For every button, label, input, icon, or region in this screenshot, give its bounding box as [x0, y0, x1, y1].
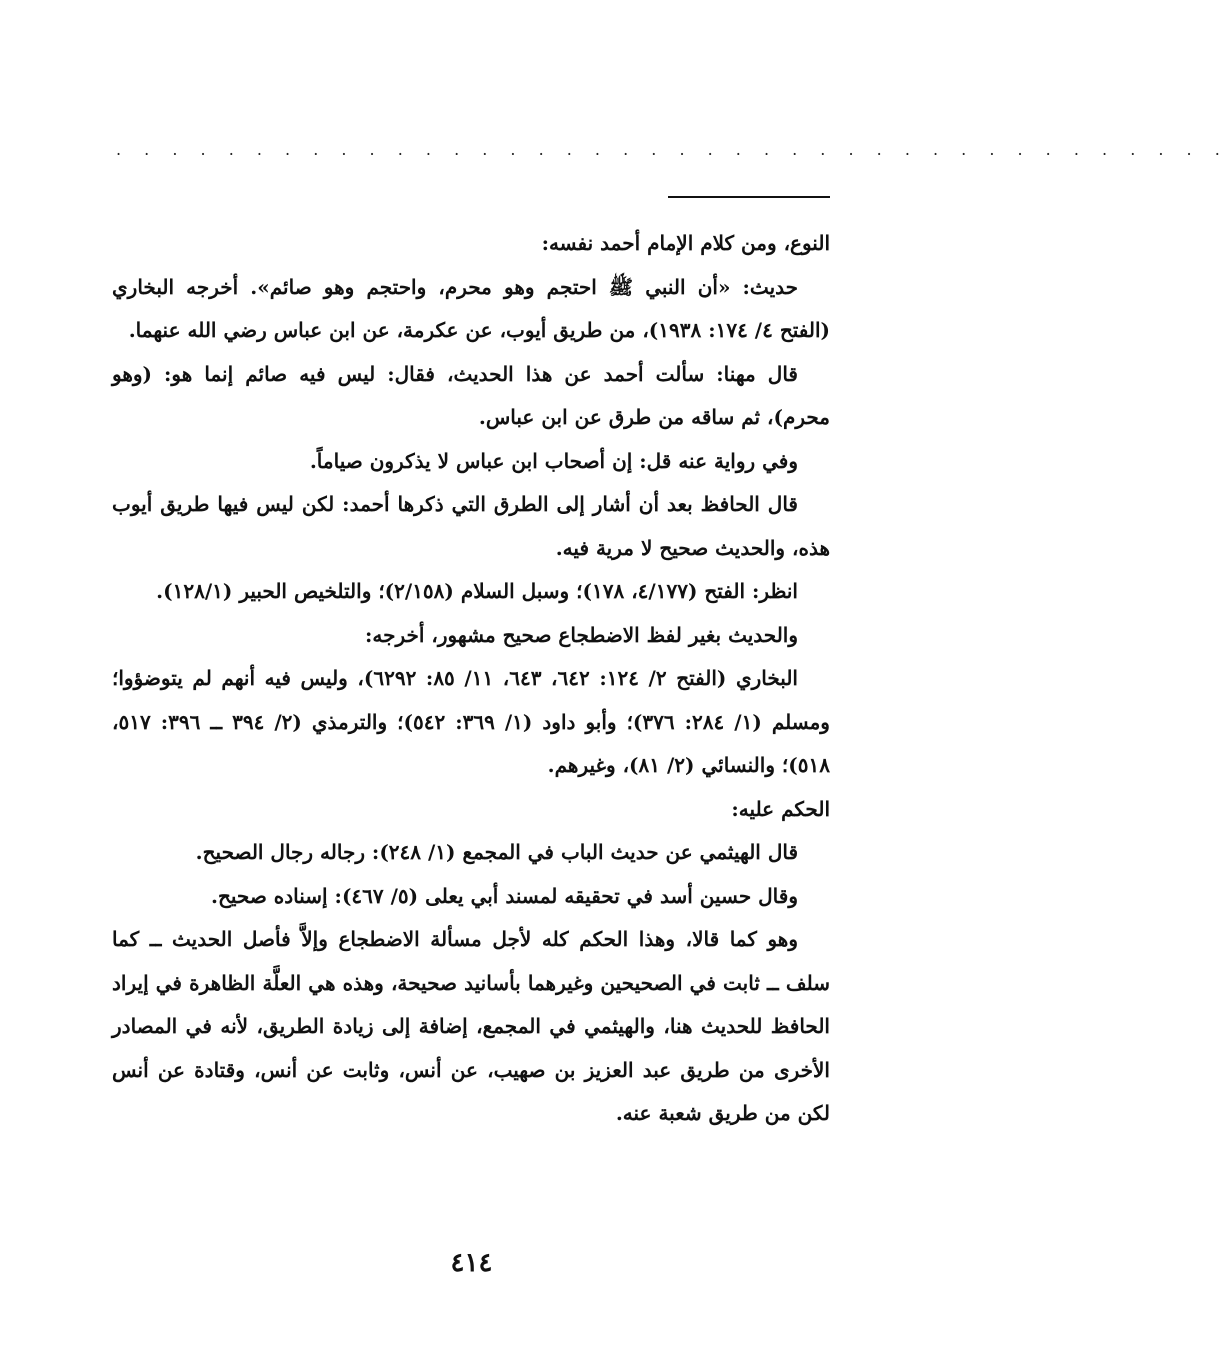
- paragraph-takhrij: البخاري (الفتح ٢/ ١٢٤: ٦٤٢، ٦٤٣، ١١/ ٨٥: ٦٢٩٢)، وليس فيه أنهم لم يتوضؤوا؛ ومسلم (١/ ٢٨٤: ٣٧٦)؛ وأبو داود (١/ ٣٦٩: ٥٤٢)؛ والترمذي (٢/ ٣٩٤ ــ ٣٩٦: ٥١٧، ٥١٨)؛ والنسائي (٢/ ٨١)، وغيرهم.: [112, 666, 830, 777]
- paragraph-intro: النوع، ومن كلام الإمام أحمد نفسه:: [541, 231, 830, 255]
- paragraph-husayn-asad: وقال حسين أسد في تحقيقه لمسند أبي يعلى (٥/ ٤٦٧): إسناده صحيح.: [211, 883, 798, 908]
- page-number: ٤١٤: [450, 1248, 493, 1278]
- paragraph-conclusion: وهو كما قالا، وهذا الحكم كله لأجل مسألة الاضطجاع وإلاَّ فأصل الحديث ــ كما سلف ــ ثابت في الصحيحين وغيرهما بأسانيد صحيحة، وهذه هي العلَّة الظاهرة في إيراد الحافظ للحديث هنا، والهيثمي في المجمع، إضافة إلى زيادة الطريق، لأنه في المصادر الأخرى من طريق عبد العزيز بن صهيب، عن أنس، وثابت عن أنس، وقتادة عن أنس لكن من طريق شعبة عنه.: [112, 927, 830, 1125]
- footnote-rule: [668, 196, 830, 198]
- paragraph-hadith: حديث: «أن النبي ﷺ احتجم وهو محرم، واحتجم وهو صائم». أخرجه البخاري (الفتح ٤/ ١٧٤: ١٩٣٨)، من طريق أيوب، عن عكرمة، عن ابن عباس رضي الله عنهما.: [112, 274, 830, 342]
- paragraph-haythami: قال الهيثمي عن حديث الباب في المجمع (١/ ٢٤٨): رجاله رجال الصحيح.: [195, 840, 798, 864]
- paragraph-muhanna: قال مهنا: سألت أحمد عن هذا الحديث، فقال: ليس فيه صائم إنما هو: (وهو محرم)، ثم ساقه من طرق عن ابن عباس.: [112, 361, 830, 429]
- dotted-separator: . . . . . . . . . . . . . . . . . . . . . . . . . . . . . . . . . . . . . . . .: [116, 140, 1229, 159]
- paragraph-references: انظر: الفتح (٤/١٧٧، ١٧٨)؛ وسبل السلام (٢/١٥٨)؛ والتلخيص الحبير (١٢٨/١).: [156, 579, 798, 603]
- paragraph-hafiz: قال الحافظ بعد أن أشار إلى الطرق التي ذكرها أحمد: لكن ليس فيها طريق أيوب هذه، والحديث صحيح لا مرية فيه.: [112, 492, 830, 560]
- footnote-body: [112, 222, 830, 1136]
- paragraph-riwaya: وفي رواية عنه قل: إن أصحاب ابن عباس لا يذكرون صياماً.: [309, 448, 798, 473]
- paragraph-hadith-other: والحديث بغير لفظ الاضطجاع صحيح مشهور، أخرجه:: [365, 622, 798, 647]
- section-heading-hukm: الحكم عليه:: [731, 796, 830, 821]
